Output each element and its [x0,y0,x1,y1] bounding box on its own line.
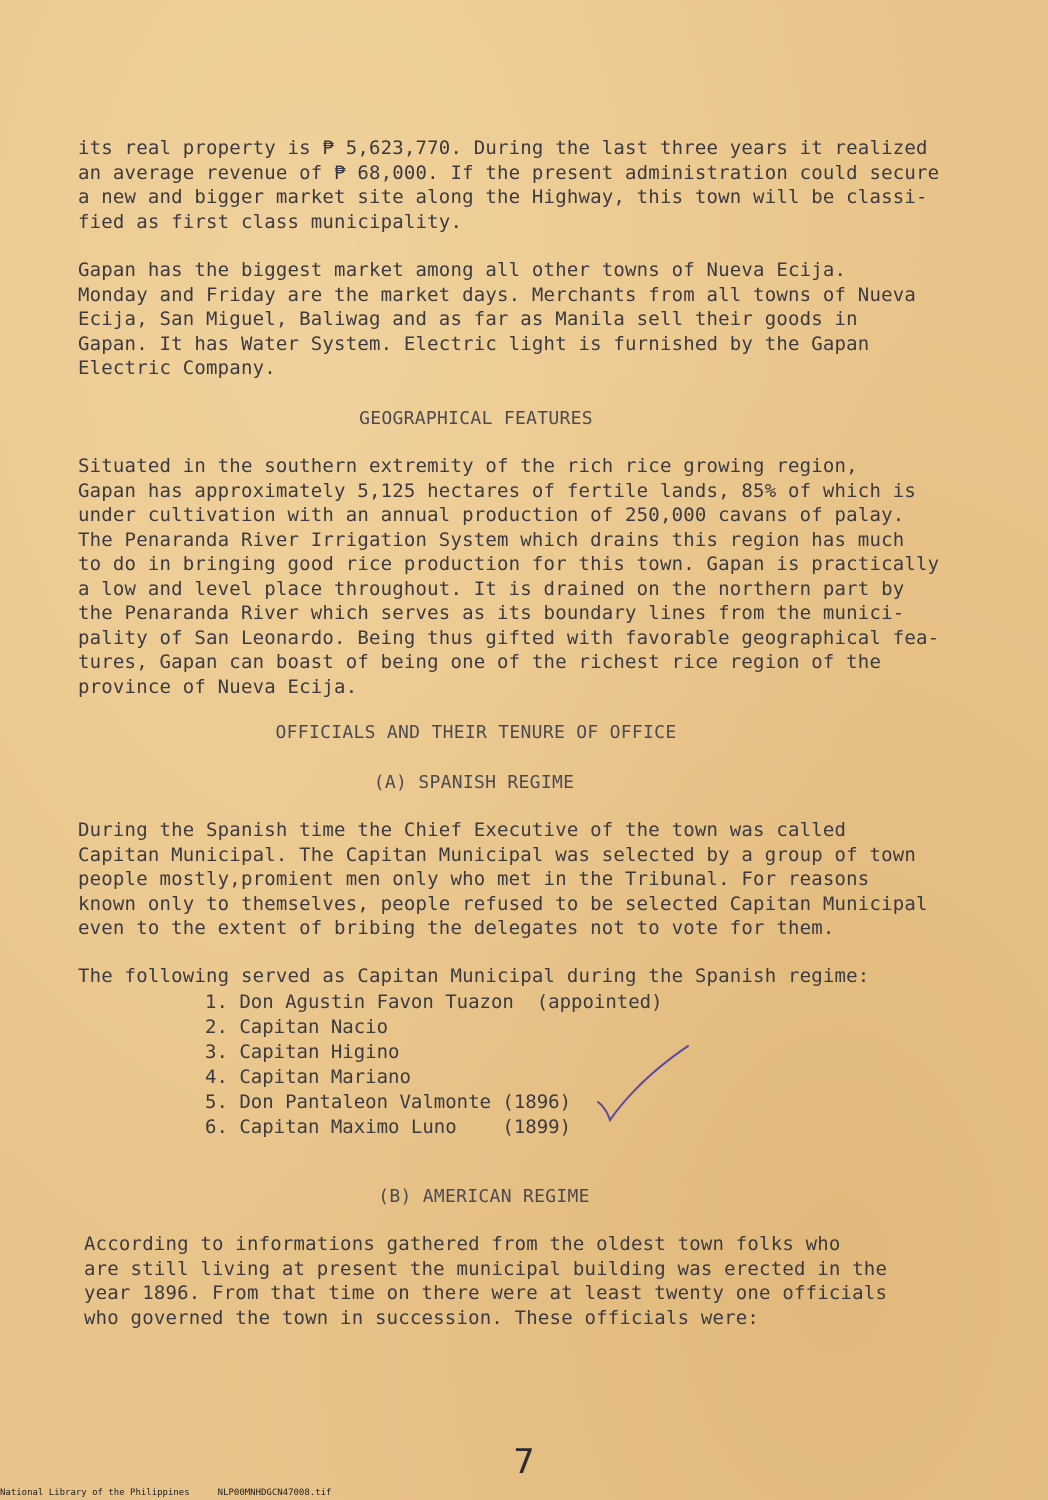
paragraph-american-officials: According to informations gathered from the oldest town folks who are still living at present the municipal building was erected in the year 1896. From that time on there were at least twenty one officials who governed the town in succession. These officials were: [84,1233,888,1329]
scan-footer [0,1486,600,1500]
page-number: 7 [513,1442,535,1482]
heading-officials: OFFICIALS AND THEIR TENURE OF OFFICE [275,722,677,743]
heading-spanish-regime: (A) SPANISH REGIME [373,772,575,793]
list-item: 3. Capitan Higino [205,1041,400,1063]
footer-library: National Library of the Philippines [0,1488,190,1498]
heading-geographical-features: GEOGRAPHICAL FEATURES [359,408,593,429]
list-item: 1. Don Agustin Favon Tuazon (appointed) [205,991,663,1013]
paragraph-spanish-time: During the Spanish time the Chief Executive of the town was called Capitan Municipal. The Capitan Municipal was selected by a group of town people mostly,promient men only who met in the Tribunal. For reasons known only to themselves, people refused to be selected Capitan Municipal even to the extent of bribing the delegates not to vote for them. [78,819,928,939]
paragraph-following-served: The following served as Capitan Municipal during the Spanish regime: [78,965,870,987]
paragraph-real-property: its real property is ₱ 5,623,770. During the last three years it realized an average revenue of ₱ 68,000. If the present administration could secure a new and bigger market site along the Highway, this town will be classi- fied as first class municipality. [78,137,940,233]
list-item: 4. Capitan Mariano [205,1066,411,1088]
footer-filename: NLP00MNHDGCN47008.tif [217,1488,332,1498]
heading-american-regime: (B) AMERICAN REGIME [378,1186,590,1207]
handwritten-check-mark [588,1040,698,1130]
list-item: 6. Capitan Maximo Luno (1899) [205,1116,572,1138]
list-item: 2. Capitan Nacio [205,1016,389,1038]
paragraph-market: Gapan has the biggest market among all other towns of Nueva Ecija. Monday and Friday are the market days. Merchants from all towns of Nueva Ecija, San Miguel, Baliwag and as far as Manila sell their goods in Gapan. It has Water System. Electric light is furnished by the Gapan Electric Company. [78,259,917,379]
list-item: 5. Don Pantaleon Valmonte (1896) [205,1091,572,1113]
paragraph-geography: Situated in the southern extremity of the rich rice growing region, Gapan has approximately 5,125 hectares of fertile lands, 85% of which is under cultivation with an annual production of 250,000 cavans of palay. The Penaranda River Irrigation System which drains this region has much to do in bringing good rice production for this town. Gapan is practically a low and level place throughout. It is drained on the northern part by the Penaranda River which serves as its boundary lines from the munici- pality of San Leonardo. Being thus gifted with favorable geographical fea- tures, Gapan can boast of being one of the richest rice region of the province of Nueva Ecija. [78,455,940,698]
